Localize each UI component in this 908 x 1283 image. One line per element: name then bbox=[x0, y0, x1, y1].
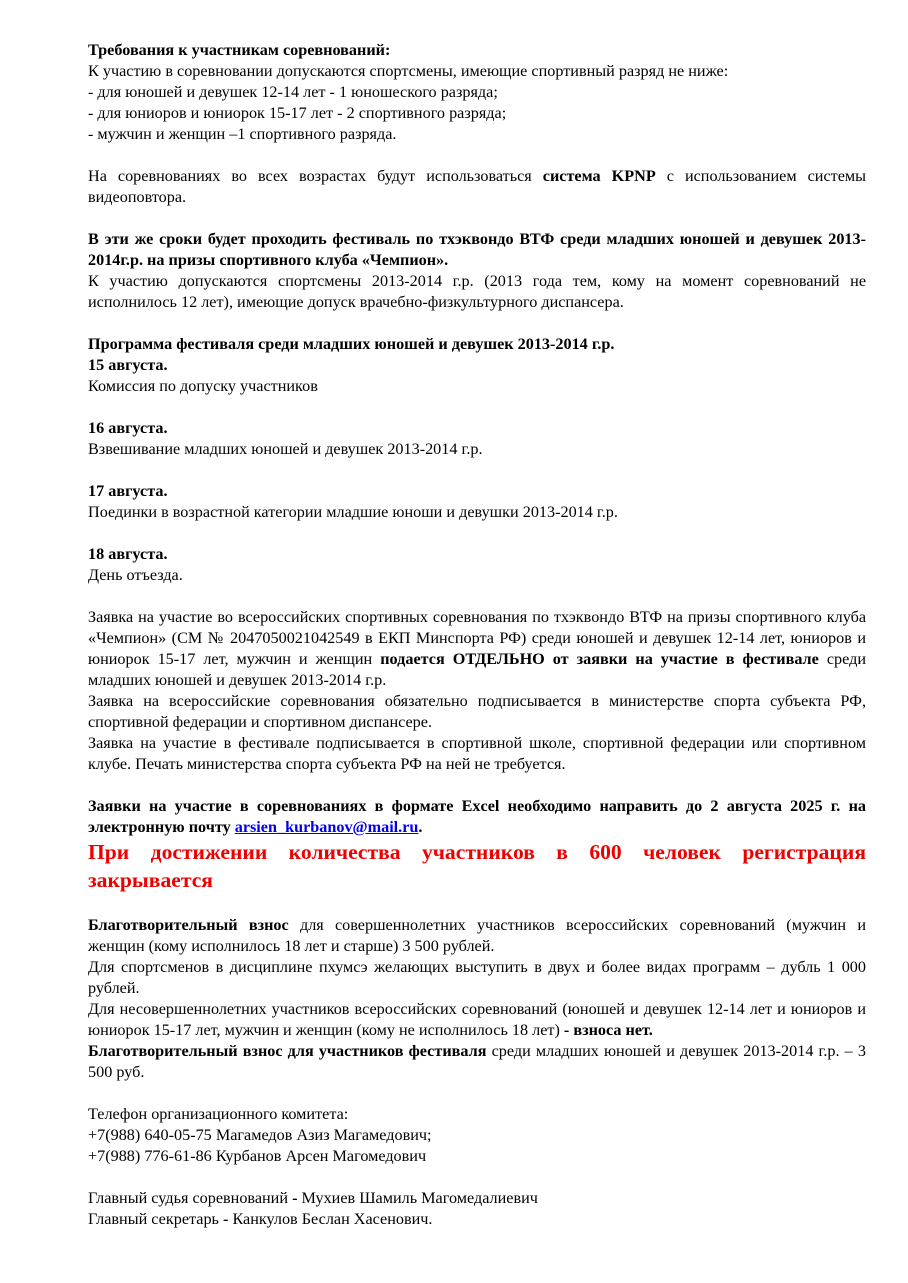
program-day-date: 15 августа. bbox=[88, 356, 168, 374]
requirements-item: - для юношей и девушек 12-14 лет - 1 юношеского разряда; bbox=[88, 83, 498, 101]
application-paragraph: Заявка на участие во всероссийских спортивных соревнования по тхэквондо ВТФ на призы спортивного клуба «Чемпион» (СМ № 2047050021042549 в ЕКП Минспорта РФ) среди юношей и девушек 12-14 лет, юниоров и юниорок 15-17 лет, мужчин и женщин подается ОТДЕЛЬНО от заявки на участие в фестивале среди младших юношей и девушек 2013-2014 г.р. bbox=[88, 608, 866, 689]
contacts-title: Телефон организационного комитета: bbox=[88, 1105, 349, 1123]
fee-festival: Благотворительный взнос для участников фестиваля среди младших юношей и девушек 2013-2014 г.р. – 3 500 руб. bbox=[88, 1042, 866, 1081]
requirements-item: - для юниоров и юниорок 15-17 лет - 2 спортивного разряда; bbox=[88, 104, 507, 122]
fee-minors: Для несовершеннолетних участников всероссийских соревнований (юношей и девушек 12-14 лет и юниоров и юниорок 15-17 лет, мужчин и женщин (кому не исполнилось 18 лет) - взноса нет. bbox=[88, 1000, 866, 1039]
registration-limit-notice: При достижении количества участников в 600 человек регистрация закрывается bbox=[88, 840, 866, 892]
contact-phone: +7(988) 776-61-86 Курбанов Арсен Магомедович bbox=[88, 1147, 427, 1165]
program-day-date: 17 августа. bbox=[88, 482, 168, 500]
application-signing-paragraph: Заявка на всероссийские соревнования обязательно подписывается в министерстве спорта субъекта РФ, спортивной федерации и спортивном диспансере. bbox=[88, 692, 866, 731]
program-day-date: 18 августа. bbox=[88, 545, 168, 563]
kpnp-paragraph: На соревнованиях во всех возрастах будут использоваться система KPNP с использованием системы видеоповтора. bbox=[88, 167, 867, 206]
program-day-text: Взвешивание младших юношей и девушек 2013-2014 г.р. bbox=[88, 440, 483, 458]
document-page bbox=[88, 40, 866, 1230]
program-day-date: 16 августа. bbox=[88, 419, 168, 437]
program-day-text: Комиссия по допуску участников bbox=[88, 377, 318, 395]
email-link[interactable]: arsien_kurbanov@mail.ru bbox=[234, 818, 419, 836]
program-day-text: Поединки в возрастной категории младшие юноши и девушки 2013-2014 г.р. bbox=[88, 503, 618, 521]
fee-adults: Благотворительный взнос для совершеннолетних участников всероссийских соревнований (мужчин и женщин (кому исполнилось 18 лет и старше) 3 500 рублей. bbox=[88, 916, 866, 955]
program-title: Программа фестиваля среди младших юношей и девушек 2013-2014 г.р. bbox=[88, 335, 615, 353]
requirements-title: Требования к участникам соревнований: bbox=[88, 41, 391, 59]
chief-judge: Главный судья соревнований - Мухиев Шамиль Магомедалиевич bbox=[88, 1189, 538, 1207]
fee-poomsae: Для спортсменов в дисциплине пхумсэ желающих выступить в двух и более видах программ – дубль 1 000 рублей. bbox=[88, 958, 866, 997]
festival-text: К участию допускаются спортсмены 2013-2014 г.р. (2013 года тем, кому на момент соревнований не исполнилось 12 лет), имеющие допуск врачебно-физкультурного диспансера. bbox=[88, 272, 866, 311]
chief-secretary: Главный секретарь - Канкулов Беслан Хасенович. bbox=[88, 1210, 433, 1228]
requirements-intro: К участию в соревновании допускаются спортсмены, имеющие спортивный разряд не ниже: bbox=[88, 62, 729, 80]
program-day-text: День отъезда. bbox=[88, 566, 183, 584]
festival-application-paragraph: Заявка на участие в фестивале подписывается в спортивной школе, спортивной федерации или спортивном клубе. Печать министерства спорта субъекта РФ на ней не требуется. bbox=[88, 734, 866, 773]
deadline-paragraph: Заявки на участие в соревнованиях в формате Excel необходимо направить до 2 августа 2025 г. на электронную почту arsien_kurbanov@mail.ru. bbox=[88, 797, 866, 836]
requirements-item: - мужчин и женщин –1 спортивного разряда. bbox=[88, 125, 397, 143]
festival-title: В эти же сроки будет проходить фестиваль по тхэквондо ВТФ среди младших юношей и девушек 2013-2014г.р. на призы спортивного клуба «Чемпион». bbox=[88, 230, 866, 269]
contact-phone: +7(988) 640-05-75 Магамедов Азиз Магамедович; bbox=[88, 1126, 432, 1144]
